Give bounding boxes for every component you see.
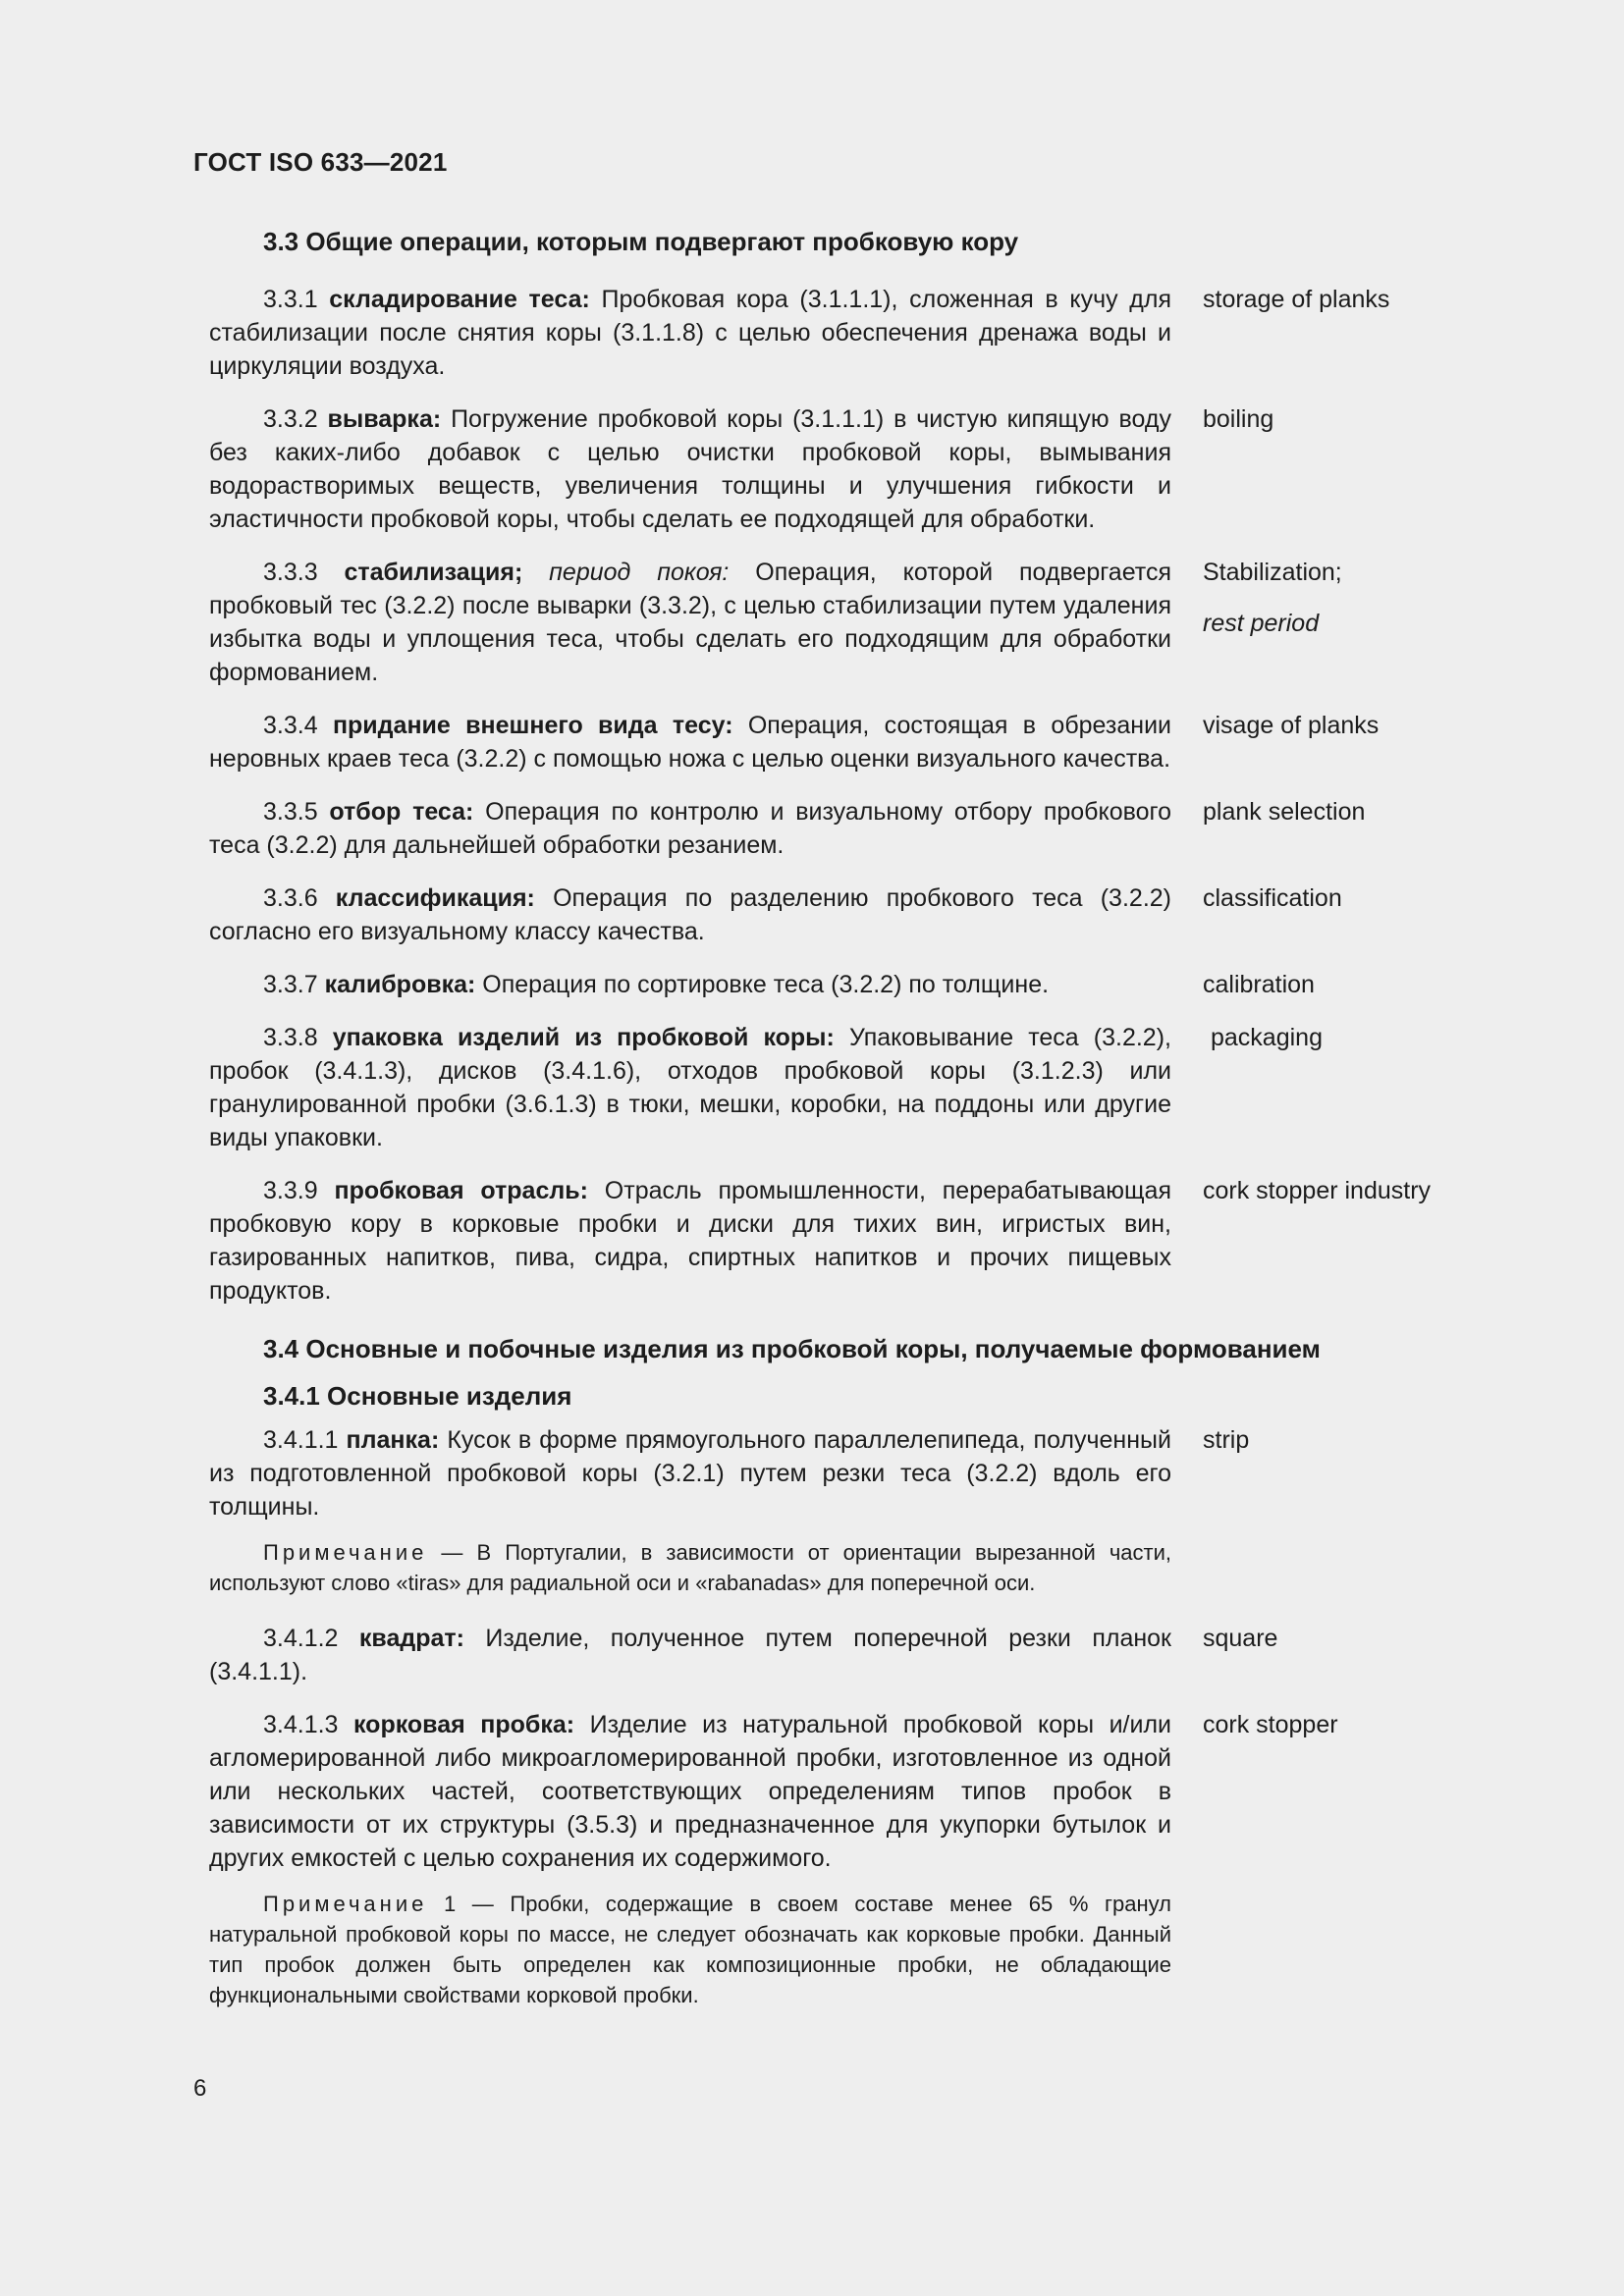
term-text: Операция по сортировке теса (3.2.2) по толщине. [475, 971, 1050, 998]
english-equivalent [1203, 556, 1476, 640]
note [209, 1889, 1171, 2010]
english-equivalent: plank selection [1203, 798, 1366, 826]
term-number: 3.4.1.2 [263, 1625, 359, 1652]
english-equivalent: visage of planks [1203, 712, 1380, 739]
english-equivalent: strip [1203, 1426, 1250, 1454]
term-entry [209, 1423, 1476, 1523]
note-text: — В Португалии, в зависимости от ориентации вырезанной части, используют слово «tiras» для радиальной оси и «rabanadas» для поперечной оси. [209, 1540, 1171, 1595]
term-definition [209, 709, 1171, 775]
term-definition [209, 402, 1171, 536]
english-equivalent: boiling [1203, 405, 1274, 433]
term-name: пробковая отрасль: [334, 1177, 588, 1204]
english-equivalent: cork stopper [1203, 1711, 1338, 1738]
term-name: корковая пробка: [353, 1711, 575, 1738]
term-text: Пробковая кора (3.1.1.1), сложенная в кучу для стабилизации после снятия коры (3.1.1.8) с целью обеспечения дренажа воды и циркуляции воздуха. [209, 286, 1171, 380]
term-text: Изделие из натуральной пробковой коры и/или агломерированной либо микроагломерированной пробки, изготовленное из одной или нескольких частей, соответствующих определениям типов пробок в зависимости от их структуры (3.5.3) и предназначенное для укупорки бутылок и других емкостей с целью сохранения их содержимого. [209, 1711, 1172, 1872]
english-equivalent: cork stopper industry [1203, 1177, 1432, 1204]
term-entry [209, 709, 1476, 775]
document-body [209, 222, 1476, 2034]
term-definition [209, 1622, 1171, 1688]
term-entry [209, 881, 1476, 948]
term-name: планка: [346, 1426, 440, 1454]
term-definition [209, 556, 1171, 689]
term-entry [209, 795, 1476, 862]
english-equivalent: square [1203, 1625, 1278, 1652]
section-heading: 3.3 Общие операции, которым подвергают пробковую кору [263, 227, 1019, 256]
term-definition [209, 1174, 1171, 1308]
term-definition [209, 795, 1171, 862]
term-name: выварка: [327, 405, 442, 433]
term-text: Погружение пробковой коры (3.1.1.1) в чистую кипящую воду без каких-либо добавок с целью очистки пробковой коры, вымывания водорастворимых веществ, увеличения толщины и улучшения гибкости и эластичности пробковой коры, чтобы сделать ее подходящей для обработки. [209, 405, 1171, 533]
term-number: 3.3.8 [263, 1024, 333, 1051]
term-number: 3.3.1 [263, 286, 330, 313]
english-equivalent: storage of planks [1203, 286, 1390, 313]
term-text: Изделие, полученное путем поперечной резки планок (3.4.1.1). [209, 1625, 1171, 1685]
term-name: складирование теса: [329, 286, 590, 313]
page-number: 6 [193, 2075, 207, 2102]
document-header: ГОСТ ISO 633—2021 [193, 147, 448, 177]
term-text: Отрасль промышленности, перерабатывающая пробковую кору в корковые пробки и диски для тихих вин, игристых вин, газированных напитков, пива, сидра, спиртных напитков и прочих пищевых продуктов. [209, 1177, 1172, 1305]
term-text: Операция по разделению пробкового теса (3.2.2) согласно его визуальному классу качества. [209, 884, 1171, 945]
term-name: придание внешнего вида тесу: [332, 712, 733, 739]
english-term: Stabilization; [1203, 559, 1342, 586]
section-heading: 3.4 Основные и побочные изделия из пробковой коры, получаемые формованием [263, 1334, 1321, 1363]
note-text: 1 — Пробки, содержащие в своем составе менее 65 % гранул натуральной пробковой коры по массе, не следует обозначать как корковые пробки. Данный тип пробок должен быть определен как композиционные пробки, не обладающие функциональными свойствами корковой пробки. [209, 1892, 1171, 2007]
note [209, 1537, 1171, 1598]
term-name: стабилизация; [344, 559, 523, 586]
term-entry [209, 968, 1476, 1001]
english-synonym: rest period [1203, 610, 1320, 637]
note-label: Примечание [263, 1892, 428, 1916]
term-entry [209, 1708, 1476, 1875]
term-number: 3.3.5 [263, 798, 330, 826]
term-definition [209, 968, 1171, 1001]
term-entry [209, 1174, 1476, 1308]
term-name: отбор теса: [329, 798, 474, 826]
term-text: Операция, состоящая в обрезании неровных краев теса (3.2.2) с помощью ножа с целью оценки визуального качества. [209, 712, 1171, 773]
term-name: упаковка изделий из пробковой коры: [332, 1024, 835, 1051]
english-equivalent: calibration [1203, 971, 1315, 998]
term-definition [209, 1708, 1171, 1875]
term-name: классификация: [335, 884, 535, 912]
english-equivalent: packaging [1211, 1024, 1323, 1051]
term-definition [209, 881, 1171, 948]
term-entry [209, 1622, 1476, 1688]
term-number: 3.3.6 [263, 884, 336, 912]
term-definition [209, 283, 1171, 383]
subsection-heading: 3.4.1 Основные изделия [263, 1381, 572, 1411]
note-label: Примечание [263, 1540, 428, 1565]
term-number: 3.4.1.3 [263, 1711, 353, 1738]
term-definition [209, 1423, 1171, 1523]
term-number: 3.3.7 [263, 971, 325, 998]
term-entry [209, 283, 1476, 383]
term-text: Операция, которой подвергается пробковый тес (3.2.2) после выварки (3.3.2), с целью стабилизации путем удаления избытка воды и уплощения теса, чтобы сделать его подходящим для обработки формованием. [209, 559, 1171, 686]
term-entry [209, 556, 1476, 689]
term-number: 3.3.2 [263, 405, 328, 433]
english-equivalent: classification [1203, 884, 1342, 912]
term-synonym: период покоя: [522, 559, 730, 586]
term-entry [209, 402, 1476, 536]
term-number: 3.3.4 [263, 712, 333, 739]
term-text: Операция по контролю и визуальному отбору пробкового теса (3.2.2) для дальнейшей обработки резанием. [209, 798, 1171, 859]
term-name: квадрат: [358, 1625, 464, 1652]
term-number: 3.4.1.1 [263, 1426, 347, 1454]
term-text: Кусок в форме прямоугольного параллелепипеда, полученный из подготовленной пробковой коры (3.2.1) путем резки теса (3.2.2) вдоль его толщины. [209, 1426, 1171, 1521]
term-definition [209, 1021, 1171, 1154]
term-number: 3.3.9 [263, 1177, 335, 1204]
term-text: Упаковывание теса (3.2.2), пробок (3.4.1.3), дисков (3.4.1.6), отходов пробковой коры (3.1.2.3) или гранулированной пробки (3.6.1.3) в тюки, мешки, коробки, на поддоны или другие виды упаковки. [209, 1024, 1171, 1151]
term-number: 3.3.3 [263, 559, 345, 586]
term-entry [209, 1021, 1476, 1154]
term-name: калибровка: [324, 971, 476, 998]
